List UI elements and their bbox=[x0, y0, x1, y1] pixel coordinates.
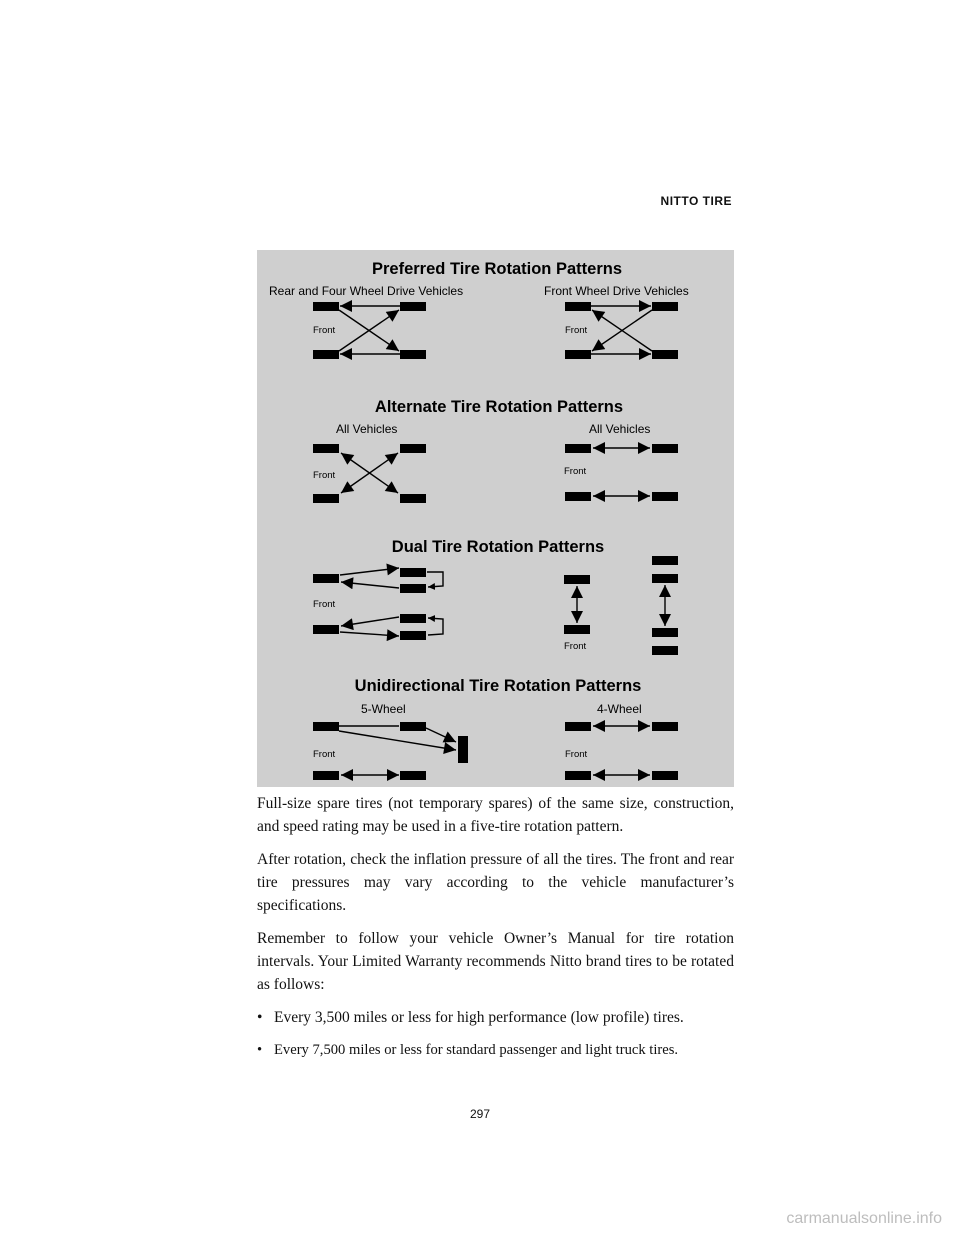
tire bbox=[313, 574, 339, 583]
preferred-front-right: Front bbox=[565, 325, 588, 336]
tire bbox=[400, 302, 426, 311]
tire bbox=[652, 722, 678, 731]
list-item-text: Every 3,500 miles or less for high performance (low profile) tires. bbox=[274, 1009, 684, 1026]
tire bbox=[564, 575, 590, 584]
preferred-title: Preferred Tire Rotation Patterns bbox=[371, 260, 623, 278]
bullet-symbol: • bbox=[257, 1009, 263, 1026]
tire bbox=[313, 494, 339, 503]
tire bbox=[565, 350, 591, 359]
tire bbox=[400, 771, 426, 780]
watermark: carmanualsonline.info bbox=[786, 1210, 942, 1227]
body-text bbox=[257, 792, 734, 1072]
preferred-left-label: Rear and Four Wheel Drive Vehicles bbox=[269, 284, 464, 298]
rotation-interval-list bbox=[257, 1006, 734, 1062]
paragraph-intervals: Remember to follow your vehicle Owner’s Manual for tire rotation intervals. Your Limited Warranty recommends Nitto brand tires to be rotated as follows: bbox=[257, 930, 734, 993]
tire bbox=[313, 444, 339, 453]
tire bbox=[313, 722, 339, 731]
tire bbox=[652, 444, 678, 453]
tire bbox=[565, 444, 591, 453]
tire bbox=[652, 302, 678, 311]
alternate-left-label: All Vehicles bbox=[336, 422, 398, 436]
tire bbox=[652, 350, 678, 359]
tire bbox=[400, 614, 426, 623]
alternate-right-label: All Vehicles bbox=[589, 422, 651, 436]
tire bbox=[400, 350, 426, 359]
rotation-diagrams bbox=[257, 250, 734, 787]
tire bbox=[565, 492, 591, 501]
tire bbox=[564, 625, 590, 634]
unidirectional-right-label: 4-Wheel bbox=[597, 702, 642, 716]
dual-title: Dual Tire Rotation Patterns bbox=[391, 538, 605, 556]
tire bbox=[313, 771, 339, 780]
tire bbox=[565, 722, 591, 731]
bullet-symbol: • bbox=[257, 1042, 263, 1058]
tire bbox=[400, 494, 426, 503]
alternate-front-left: Front bbox=[313, 470, 336, 481]
paragraph-inflation: After rotation, check the inflation pressure of all the tires. The front and rear tire pressures may vary according to the vehicle manufacturer’s specifications. bbox=[257, 851, 734, 914]
tire-rotation-figure bbox=[257, 250, 734, 787]
tire bbox=[400, 722, 426, 731]
unidirectional-title: Unidirectional Tire Rotation Patterns bbox=[354, 677, 642, 695]
dual-front-left: Front bbox=[313, 599, 336, 610]
unidirectional-front-right: Front bbox=[565, 749, 588, 760]
alternate-front-right: Front bbox=[564, 466, 587, 477]
paragraph-spare-tires: Full-size spare tires (not temporary spares) of the same size, construction, and speed rating may be used in a five-tire rotation pattern. bbox=[257, 795, 734, 835]
tire bbox=[652, 556, 678, 565]
alternate-title: Alternate Tire Rotation Patterns bbox=[374, 398, 624, 416]
list-item bbox=[257, 1039, 734, 1062]
list-item bbox=[257, 1006, 734, 1029]
tire bbox=[400, 568, 426, 577]
tire bbox=[652, 574, 678, 583]
tire bbox=[313, 350, 339, 359]
list-item-text: Every 7,500 miles or less for standard passenger and light truck tires. bbox=[274, 1042, 679, 1058]
spare-tire bbox=[458, 736, 468, 763]
tire bbox=[565, 302, 591, 311]
tire bbox=[565, 771, 591, 780]
tire bbox=[652, 492, 678, 501]
preferred-front-left: Front bbox=[313, 325, 336, 336]
tire bbox=[400, 444, 426, 453]
tire bbox=[652, 771, 678, 780]
tire bbox=[400, 584, 426, 593]
unidirectional-left-label: 5-Wheel bbox=[361, 702, 406, 716]
tire bbox=[313, 302, 339, 311]
tire bbox=[652, 646, 678, 655]
unidirectional-front-left: Front bbox=[313, 749, 336, 760]
page-number: 297 bbox=[469, 1107, 491, 1121]
dual-front-right: Front bbox=[564, 641, 587, 652]
tire bbox=[313, 625, 339, 634]
section-header: NITTO TIRE bbox=[660, 194, 732, 208]
tire bbox=[652, 628, 678, 637]
unidirectional-left-pattern bbox=[313, 722, 468, 780]
preferred-right-label: Front Wheel Drive Vehicles bbox=[544, 284, 689, 298]
tire bbox=[400, 631, 426, 640]
